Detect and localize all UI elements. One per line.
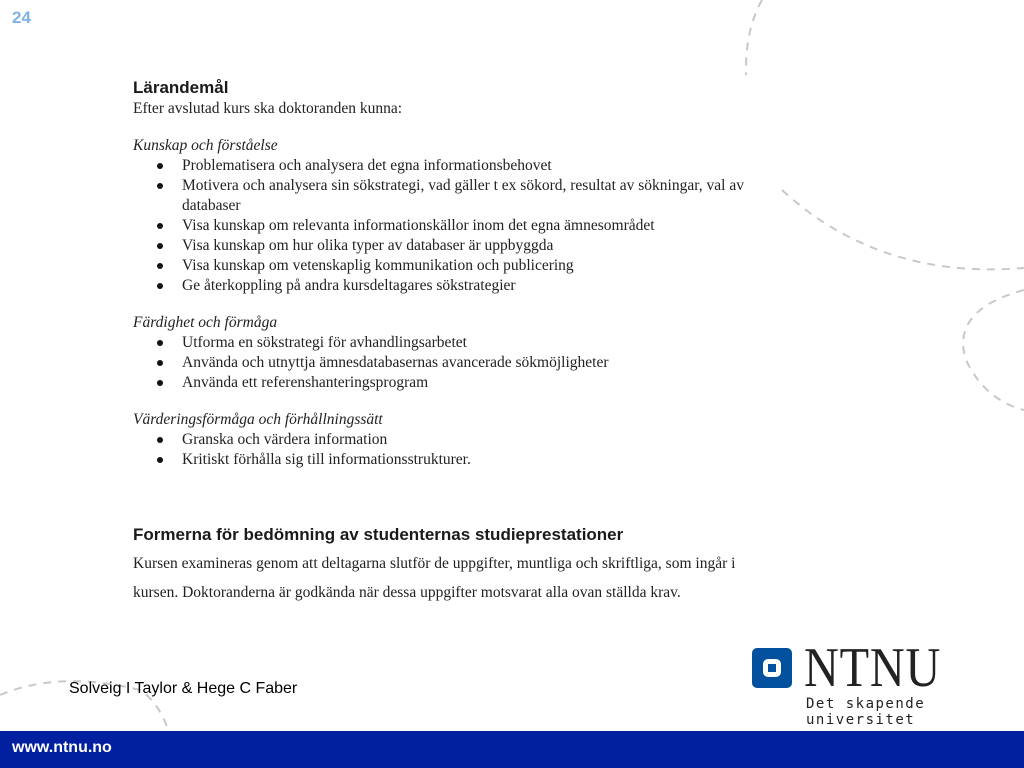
bullet-list	[133, 156, 773, 296]
ntnu-logo-icon	[752, 648, 792, 688]
logo-wordmark: NTNU	[804, 637, 942, 699]
assessment-heading: Formerna för bedömning av studenternas studieprestationer	[133, 525, 624, 544]
list-item-text: Använda och utnyttja ämnesdatabasernas avancerade sökmöjligheter	[182, 354, 609, 371]
bullet-icon	[157, 340, 163, 346]
arc-right-small	[963, 290, 1024, 410]
assessment-paragraph: Kursen examineras genom att deltagarna slutför de uppgifter, muntliga och skriftliga, som ingår i kursen. Doktoranderna är godkända när dessa uppgifter motsvarat alla ovan ställda krav.	[133, 555, 736, 601]
group-title: Värderingsförmåga och förhållningssätt	[133, 411, 383, 428]
arc-right-large	[782, 190, 1024, 269]
list-item	[133, 353, 773, 373]
ntnu-logo	[752, 637, 1002, 728]
bullet-icon	[157, 380, 163, 386]
learning-goals-section	[133, 78, 773, 470]
list-item	[133, 373, 773, 393]
group-skills	[133, 313, 773, 393]
bullet-icon	[157, 223, 163, 229]
footer-bar	[0, 731, 1024, 768]
group-judgement	[133, 410, 773, 470]
slide-number: 24	[12, 8, 31, 27]
list-item	[133, 276, 773, 296]
list-item	[133, 176, 773, 216]
bullet-icon	[157, 283, 163, 289]
learning-goals-heading: Lärandemål	[133, 78, 229, 97]
bullet-icon	[157, 183, 163, 189]
group-title: Färdighet och förmåga	[133, 314, 278, 331]
group-knowledge	[133, 136, 773, 296]
list-item-text: Kritiskt förhålla sig till informationsstrukturer.	[182, 451, 471, 468]
list-item	[133, 156, 773, 176]
bullet-icon	[157, 163, 163, 169]
list-item-text: Visa kunskap om relevanta informationskällor inom det egna ämnesområdet	[182, 217, 655, 234]
list-item-text: Använda ett referenshanteringsprogram	[182, 374, 429, 391]
list-item	[133, 216, 773, 236]
list-item	[133, 450, 773, 470]
list-item-text: Visa kunskap om hur olika typer av databaser är uppbyggda	[182, 237, 554, 254]
bullet-icon	[157, 457, 163, 463]
list-item-text: Problematisera och analysera det egna informationsbehovet	[182, 157, 552, 174]
learning-goals-intro: Efter avslutad kurs ska doktoranden kunna:	[133, 100, 403, 117]
bullet-icon	[157, 243, 163, 249]
list-item-text: Utforma en sökstrategi för avhandlingsarbetet	[182, 334, 467, 351]
bullet-list	[133, 333, 773, 393]
list-item-text: Motivera och analysera sin sökstrategi, vad gäller t ex sökord, resultat av sökningar, val av databaser	[182, 177, 744, 214]
list-item-text: Visa kunskap om vetenskaplig kommunikation och publicering	[182, 257, 574, 274]
footer-url-link[interactable]: www.ntnu.no	[12, 739, 112, 756]
list-item	[133, 256, 773, 276]
list-item-text: Ge återkoppling på andra kursdeltagares sökstrategier	[182, 277, 516, 294]
logo-tagline: Det skapende universitet	[806, 696, 926, 728]
arc-top	[746, 0, 762, 75]
author-credit: Solveig I Taylor & Hege C Faber	[69, 680, 298, 697]
bullet-icon	[157, 263, 163, 269]
list-item	[133, 333, 773, 353]
list-item-text: Granska och värdera information	[182, 431, 388, 448]
list-item	[133, 430, 773, 450]
group-title: Kunskap och förståelse	[133, 137, 278, 154]
bullet-icon	[157, 437, 163, 443]
bullet-list	[133, 430, 773, 470]
bullet-icon	[157, 360, 163, 366]
list-item	[133, 236, 773, 256]
